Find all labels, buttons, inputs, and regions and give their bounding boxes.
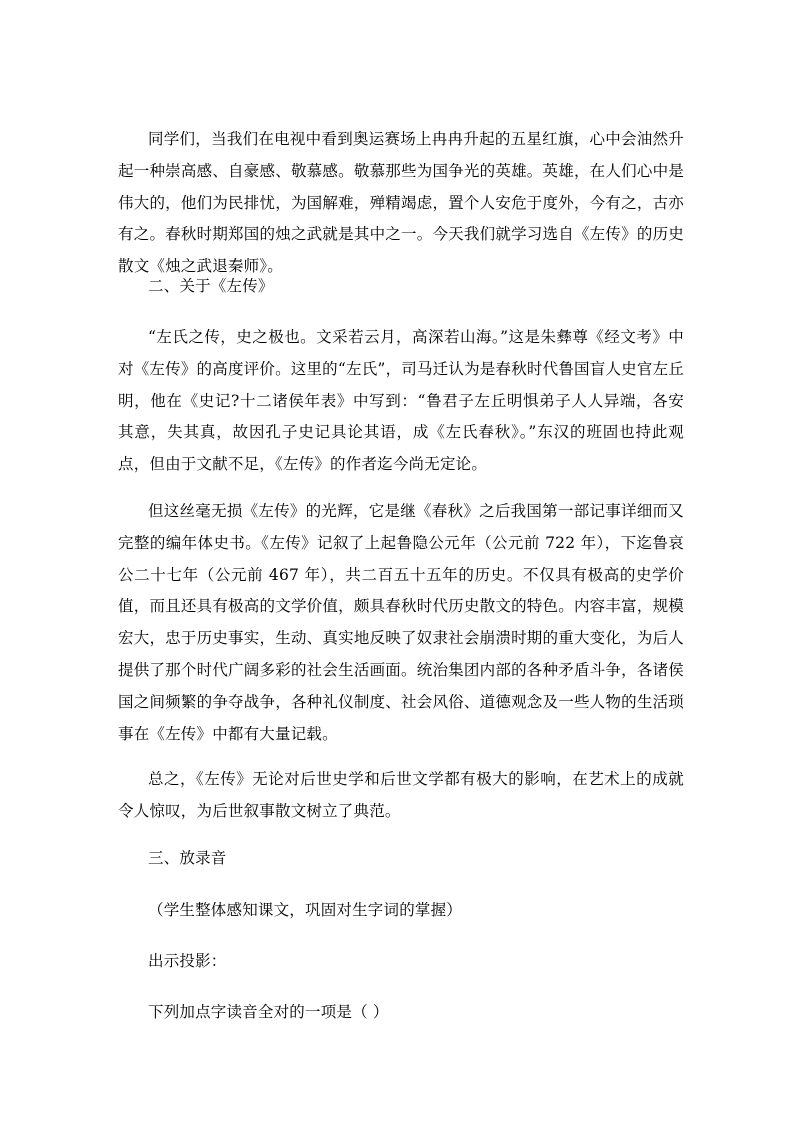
question-prompt: 下列加点字读音全对的一项是（ ） [148,1003,389,1021]
section-heading-recording: 三、放录音 [148,849,227,867]
zuozhuan-value-paragraph: 但这丝毫无损《左传》的光辉，它是继《春秋》之后我国第一部记事详细而又完整的编年体史书。《左传》记叙了上起鲁隐公元年（公元前 722 年），下迄鲁哀公二十七年（公元前 467 年），共二百五十五年的历史。不仅具有极高的史学价值，而且还具有极高的文学价值，颇具春秋时代历史散文的特色。内容丰富，规模宏大，忠于历史事实，生动、真实地反映了奴隶社会崩溃时期的重大变化，为后人提供了那个时代广阔多彩的社会生活画面。统治集团内部的各种矛盾斗争，各诸侯国之间频繁的争夺战争，各种礼仪制度、社会风俗、道德观念及一些人物的生活琐事在《左传》中都有大量记载。 [118,502,684,743]
student-activity-note: （学生整体感知课文，巩固对生字词的掌握） [148,901,463,919]
summary-paragraph: 总之，《左传》无论对后世史学和后世文学都有极大的影响，在艺术上的成就令人惊叹，为后世叙事散文树立了典范。 [118,770,684,820]
zuozhuan-evaluation-paragraph: “左氏之传，史之极也。文采若云月，高深若山海。”这是朱彝尊《经文考》中对《左传》的高度评价。这里的“左氏”，司马迁认为是春秋时代鲁国盲人史官左丘明，他在《史记?十二诸侯年表》中写到：“鲁君子左丘明惧弟子人人异端，各安其意，失其真，故因孔子史记具论其语，成《左氏春秋》。”东汉的班固也持此观点，但由于文献不足，《左传》的作者迄今尚无定论。 [118,328,684,474]
projection-label: 出示投影： [148,952,227,970]
section-heading-zuozhuan: 二、关于《左传》 [148,277,274,295]
intro-paragraph: 同学们，当我们在电视中看到奥运赛场上冉冉升起的五星红旗，心中会油然升起一种崇高感、自豪感、敬慕感。敬慕那些为国争光的英雄。英雄，在人们心中是伟大的，他们为民排忧，为国解难，殚精竭虑，置个人安危于度外，今有之，古亦有之。春秋时期郑国的烛之武就是其中之一。今天我们就学习选自《左传》的历史散文《烛之武退秦师》。 [118,130,684,276]
